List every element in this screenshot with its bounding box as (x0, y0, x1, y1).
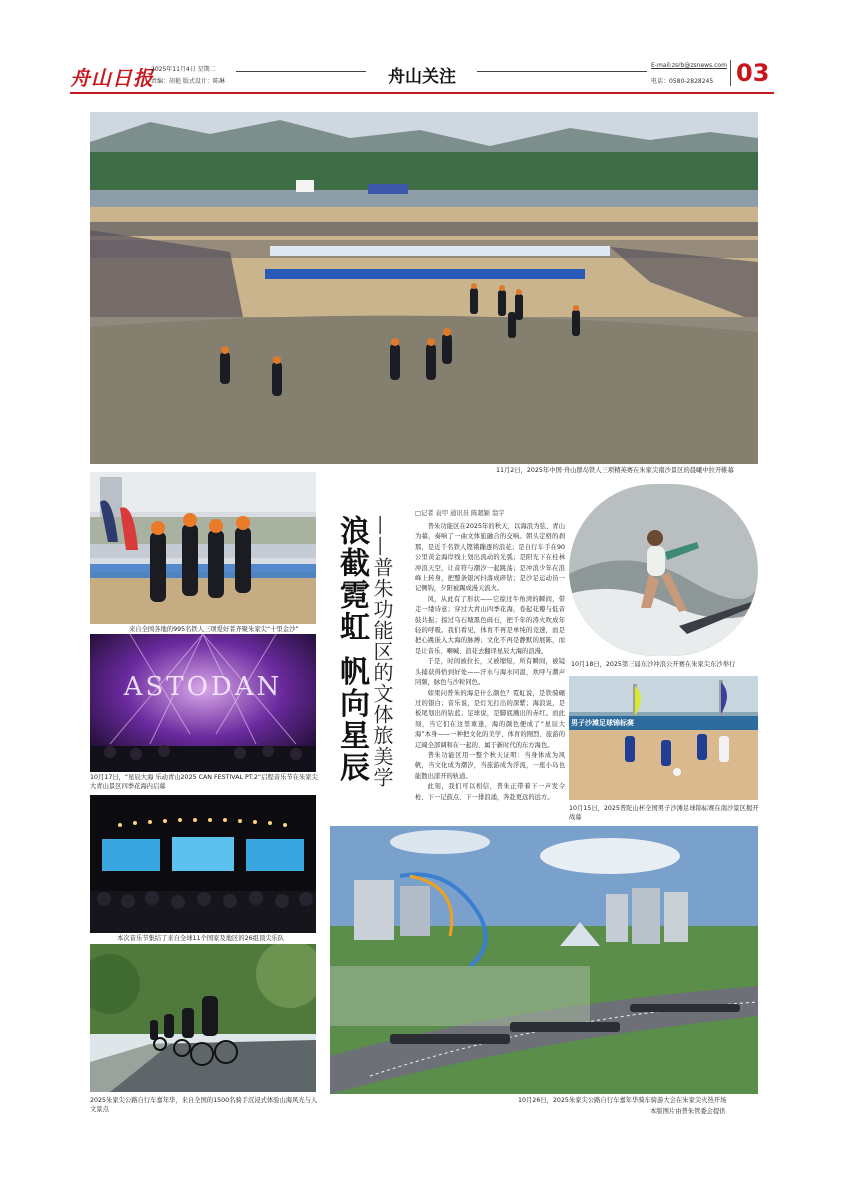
festival-screens-photo (90, 795, 316, 933)
aerial-caption: 10月26日，2025朱家尖公路自行车嘉年华骑车骑游大会在朱家尖火热开场 (518, 1097, 727, 1104)
article-body (415, 522, 565, 803)
triathlon-runners-caption: 来自全国各地的995名铁人三项爱好者齐聚朱家尖“十里金沙” (129, 626, 299, 633)
article-paragraph: 如果问普朱的海是什么颜色？霓虹说，是铁骑碾过的银白；音乐说，是灯光打出的深紫；海浪说，是板尾划出的钴蓝；足球说，是脚底溅出的赤红。而此刻，当它们在这里重逢，海的颜色便成了“星辰大海”本身——一种把文化的美学、体育的刚烈、旅游的辽阔全部调和在一起的、属于新时代的东方海色。 (415, 689, 565, 749)
cycling-caption: 2025朱家尖公路自行车嘉年华，来自全国的1500名骑手沉浸式体验山海风光与人文景点 (90, 1097, 318, 1113)
header-divider (730, 60, 731, 86)
contact-phone: 电话：0580-2828245 (651, 78, 714, 85)
concert-screen-text: ASTODAN (123, 672, 283, 702)
article-byline: □记者 袁甲 通讯员 陈超颖 翁宇 (415, 510, 505, 517)
article-headline: 浪截霓虹 帆向星辰 (334, 515, 369, 784)
contact-email[interactable]: E-mail:zsrb@zsnews.com (651, 62, 727, 69)
triathlon-start-photo (90, 112, 758, 464)
surfing-caption: 10月18日，2025第三届东沙冲浪公开赛在朱家尖东沙举行 (571, 661, 736, 668)
header-rule-right (477, 71, 647, 72)
concert-stage-photo (90, 634, 316, 772)
article-paragraph: 普朱功能区用一整个秋天证明：当身体成为风帆，当文化成为潮汐，当旅游成为浮流，一座小岛也能散出漾开的轨道。 (415, 751, 565, 780)
article-paragraph: 普朱功能区在2025年的秋天，以海浪为弦、青山为幕，奏响了一曲文体旅融合的交响。朝头定格的刹那，是近千名铁人铿锵蹦逐的浪花；是自行车手在90公里黄金海岸线上划出流动的光弧；是阳光下在桂林冲浪天空，让音符与潮汐一起跳荡；是冲浪少年在浪峰上转身，把整条银河抖落成碎钻；是沙足运动员一记侧钩，夕阳被踢成漫天流火。 (415, 523, 565, 593)
aerial-cycling-event-photo (330, 826, 758, 1094)
page-number: 03 (736, 59, 770, 87)
beach-soccer-caption: 10月15日，2025普陀山杯全国男子沙滩足球锦标赛在南沙景区揭开战幕 (569, 805, 759, 821)
article-paragraph: 风，从此有了形状——它掠过牛角湾的瞬间，带走一缕诗意；穿过大青山四季花海，卷起花瓣与低音鼓共振；掠过乌石塘黑色砾石，把千年的涛火吹成年轻的呼吸。我们看见，体育不再是单纯的竞速，而是把心跳嵌入大海的脉搏；文化不再是静默的展陈，而是让音乐、喇喊、浪花去翻译星辰大海的浪漫。 (415, 595, 565, 655)
triathlon-runners-photo (90, 472, 316, 624)
beach-soccer-photo (569, 676, 758, 800)
issue-date: 2025年11月4日 星期二 (151, 66, 216, 73)
section-title: 舟山关注 (388, 67, 456, 87)
header-rule-left (236, 71, 366, 72)
article-paragraph: 此刻，我们可以相信，普朱正带着下一声发令枪、下一记鼓点、下一排浪涌，奔赴更远的远方。 (415, 783, 565, 801)
header-red-rule (70, 92, 774, 94)
newspaper-masthead: 舟山日报 (70, 66, 154, 90)
concert-caption: 10月17日，“星辰大海 乐动青山2025 CAN FESTIVAL PT.2”启程音乐节在朱家尖大青山景区四季花海内启幕 (90, 774, 318, 790)
top-photo-caption: 11月2日，2025年中国·舟山群岛铁人三项精英赛在朱家尖南沙景区的晨曦中拉开帷幕 (496, 467, 734, 474)
surfing-photo (569, 484, 758, 656)
article-paragraph: 于是，时间被拉长，又被缩短，所有瞬间，被镜头捕获得恰到好处——汗水与海水同温，欢呼与潮声同频，脉色与沙粒同色。 (415, 658, 565, 687)
beach-soccer-banner-text: 男子沙滩足球锦标赛 (571, 719, 634, 727)
editor-credits: 责编：胡艳 版式设计：陈琳 (151, 78, 225, 85)
cycling-photo (90, 944, 316, 1092)
festival-caption: 本次音乐节集结了来自全球11个国家及地区的26组顶尖乐队 (117, 935, 285, 942)
photo-credit: 本版图片由普朱管委会提供 (650, 1108, 726, 1115)
article-subhead: ——普朱功能区的文体旅美学 (370, 515, 394, 788)
